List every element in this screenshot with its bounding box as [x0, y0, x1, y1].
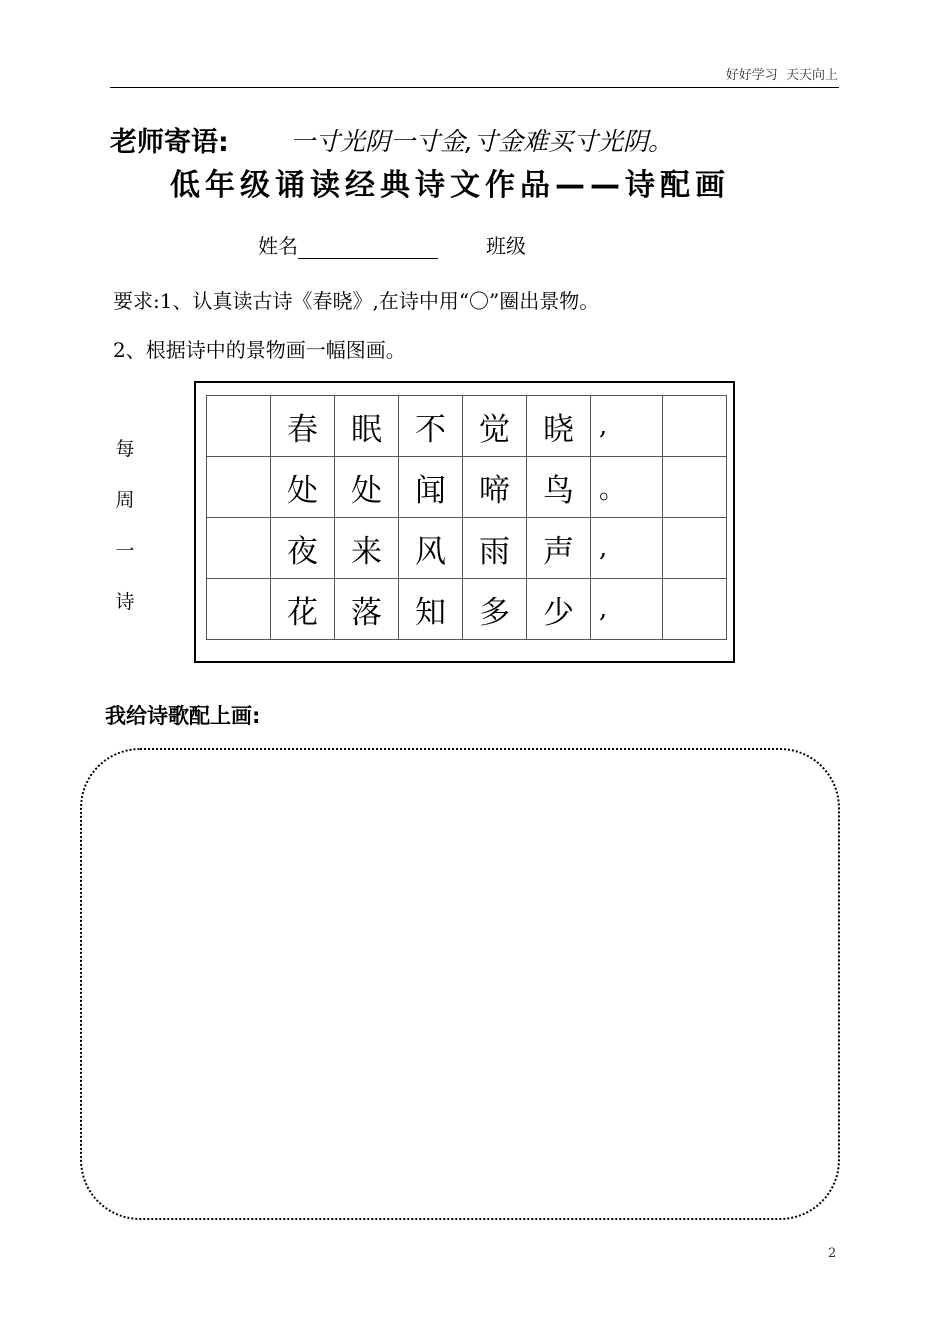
header-text: 好好学习 天天向上 [725, 68, 838, 83]
page-number: 2 [828, 1246, 837, 1261]
poem-cell-empty [207, 518, 271, 579]
poem-cell: 晓 [527, 396, 591, 457]
requirement-2: 2、根据诗中的景物画一幅图画。 [113, 338, 406, 362]
poem-cell: 眠 [335, 396, 399, 457]
requirement-1: 要求:1、认真读古诗《春晓》,在诗中用“〇”圈出景物。 [113, 289, 600, 313]
name-label: 姓名 [258, 234, 298, 258]
poem-cell: 声 [527, 518, 591, 579]
poem-cell: 啼 [463, 457, 527, 518]
poem-cell-empty [663, 579, 727, 640]
poem-cell: 多 [463, 579, 527, 640]
poem-cell-punct: , [591, 579, 663, 640]
poem-cell: 雨 [463, 518, 527, 579]
poem-row [207, 579, 727, 640]
poem-cell: 落 [335, 579, 399, 640]
poem-row [207, 396, 727, 457]
side-label-char: 每 [115, 438, 135, 460]
poem-cell: 花 [271, 579, 335, 640]
poem-row [207, 518, 727, 579]
motto-text: 一寸光阴一寸金,寸金难买寸光阴。 [290, 127, 673, 156]
poem-row [207, 457, 727, 518]
student-info [258, 230, 526, 259]
poem-cell: 少 [527, 579, 591, 640]
poem-cell-empty [207, 396, 271, 457]
poem-cell: 知 [399, 579, 463, 640]
poem-cell-punct: , [591, 396, 663, 457]
side-label-char: 周 [115, 489, 135, 511]
poem-cell: 不 [399, 396, 463, 457]
poem-cell-empty [663, 457, 727, 518]
class-label: 班级 [486, 234, 526, 258]
side-label-char: 一 [115, 540, 135, 562]
poem-cell-empty [663, 518, 727, 579]
poem-grid [206, 395, 727, 640]
motto-label: 老师寄语: [110, 127, 229, 158]
poem-cell: 觉 [463, 396, 527, 457]
poem-cell-punct: , [591, 518, 663, 579]
poem-cell: 鸟 [527, 457, 591, 518]
poem-box [194, 381, 735, 663]
page-title: 低年级诵读经典诗文作品——诗配画 [170, 168, 730, 203]
poem-cell: 处 [271, 457, 335, 518]
poem-cell: 处 [335, 457, 399, 518]
poem-cell: 春 [271, 396, 335, 457]
poem-cell-empty [663, 396, 727, 457]
poem-cell: 夜 [271, 518, 335, 579]
poem-cell: 来 [335, 518, 399, 579]
name-blank-line[interactable] [298, 238, 438, 259]
poem-cell: 闻 [399, 457, 463, 518]
side-label [113, 434, 137, 638]
side-label-char: 诗 [115, 591, 135, 613]
poem-cell: 风 [399, 518, 463, 579]
poem-cell-empty [207, 579, 271, 640]
drawing-label: 我给诗歌配上画: [105, 704, 261, 728]
drawing-area[interactable] [80, 748, 840, 1220]
poem-cell-punct: 。 [591, 457, 663, 518]
poem-cell-empty [207, 457, 271, 518]
header-rule [110, 87, 839, 88]
